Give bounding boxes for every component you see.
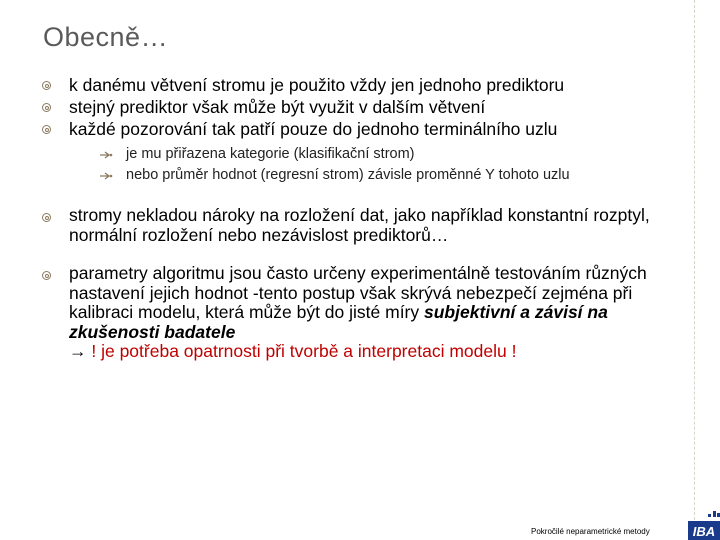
footer-text: Pokročilé neparametrické metody	[531, 527, 650, 536]
arrow-bullet-icon	[99, 172, 113, 180]
iba-logo-icon	[688, 511, 720, 540]
circle-bullet-icon	[42, 271, 51, 280]
circle-bullet-icon	[42, 125, 51, 134]
circle-bullet-icon	[42, 81, 51, 90]
sub-bullet-item	[99, 165, 672, 186]
slide-title: Obecně…	[43, 22, 169, 52]
bullet-text: stejný prediktor však může být využit v dalším větvení	[69, 97, 486, 117]
slide-frame-line	[694, 0, 695, 540]
bullet-text: k danému větvení stromu je použito vždy jen jednoho prediktoru	[69, 75, 565, 95]
arrow-glyph: →	[69, 341, 87, 361]
sub-bullet-item	[99, 144, 672, 165]
bullet-item	[42, 118, 672, 186]
sub-bullet-list	[69, 144, 672, 186]
bullet-item	[42, 96, 672, 118]
logo-text: IBA	[692, 524, 716, 539]
bullet-text: stromy nekladou nároky na rozložení dat, jako například konstantní rozptyl, normální rozložení nebo nezávislost prediktorů…	[69, 205, 650, 245]
sub-bullet-text: nebo průměr hodnot (regresní strom) závisle proměnné Y tohoto uzlu	[126, 167, 570, 183]
arrow-bullet-icon	[99, 151, 113, 159]
warning-text: ! je potřeba opatrnosti při tvorbě a interpretaci modelu !	[86, 341, 517, 361]
circle-bullet-icon	[42, 213, 51, 222]
bullet-list	[42, 74, 672, 362]
bullet-item	[42, 206, 672, 245]
bullet-text: parametry algoritmu jsou často určeny experimentálně testováním různých nastavení jejich hodnot -tento postup však skrývá nebezpečí zejména při kalibraci modelu, která může být do jisté míry	[69, 263, 647, 322]
bullet-item	[42, 74, 672, 96]
circle-bullet-icon	[42, 103, 51, 112]
sub-bullet-text: je mu přiřazena kategorie (klasifikační strom)	[126, 146, 415, 162]
emphasis-text: subjektivní a závisí na zkušenosti badatele	[69, 302, 608, 342]
bullet-item	[42, 264, 672, 362]
bullet-text: každé pozorování tak patří pouze do jednoho terminálního uzlu	[69, 119, 558, 139]
